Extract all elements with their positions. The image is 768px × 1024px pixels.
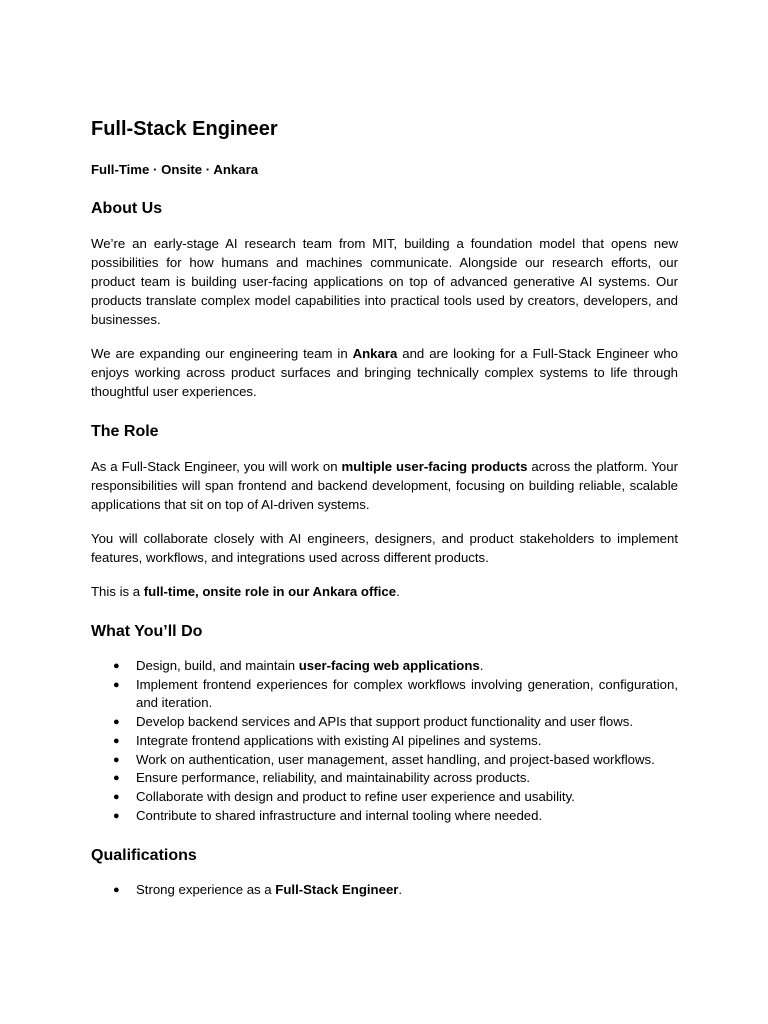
text-run: . bbox=[396, 584, 400, 599]
text-run: We are expanding our engineering team in bbox=[91, 346, 353, 361]
list-item bbox=[91, 657, 678, 676]
list-item bbox=[91, 807, 678, 826]
bullet-icon: ● bbox=[113, 716, 120, 729]
bold-products: multiple user-facing products bbox=[341, 459, 528, 474]
page-title: Full-Stack Engineer bbox=[91, 118, 278, 140]
bullet-icon: ● bbox=[113, 790, 120, 803]
qualifications-heading: Qualifications bbox=[91, 847, 197, 865]
about-paragraph-1: We’re an early-stage AI research team from MIT, building a foundation model that opens new possibilities for how humans and machines communicate. Alongside our research efforts, our product team is building user-facing applications on top of advanced generative AI systems. Our products translate complex model capabilities into practical tools used by creators, developers, and businesses. bbox=[91, 236, 678, 327]
list-item-text: Contribute to shared infrastructure and internal tooling where needed. bbox=[136, 807, 543, 823]
bullet-icon: ● bbox=[113, 809, 120, 822]
text-run: Strong experience as a bbox=[136, 882, 276, 898]
qualifications-list bbox=[91, 881, 678, 900]
text-run: . bbox=[398, 882, 403, 898]
bullet-icon: ● bbox=[113, 884, 120, 897]
bold-location: Ankara bbox=[352, 346, 398, 361]
list-item bbox=[91, 881, 678, 900]
text-run: As a Full-Stack Engineer, you will work on bbox=[91, 459, 342, 474]
job-meta: Full-Time · Onsite · Ankara bbox=[91, 162, 259, 177]
list-item-text: Implement frontend experiences for complex workflows involving generation, configuration, and iteration. bbox=[136, 676, 678, 711]
list-item-text: Integrate frontend applications with existing AI pipelines and systems. bbox=[136, 732, 542, 748]
text-run: . bbox=[479, 658, 484, 673]
text-run: This is a bbox=[91, 584, 144, 599]
role-paragraph-2: You will collaborate closely with AI engineers, designers, and product stakeholders to implement features, workflows, and integrations used across different products. bbox=[91, 531, 678, 565]
text-run: Design, build, and maintain bbox=[136, 658, 299, 673]
document-content bbox=[91, 116, 678, 900]
todo-list bbox=[91, 657, 678, 825]
list-item-text: Work on authentication, user management, asset handling, and project-based workflows. bbox=[136, 751, 655, 767]
bullet-icon: ● bbox=[113, 753, 120, 766]
bullet-icon: ● bbox=[113, 660, 120, 672]
list-item bbox=[91, 732, 678, 751]
bold-text: Full-Stack Engineer bbox=[275, 882, 399, 898]
list-item bbox=[91, 751, 678, 770]
about-paragraph-2 bbox=[91, 344, 678, 401]
about-heading: About Us bbox=[91, 200, 163, 217]
list-item-text: Ensure performance, reliability, and maintainability across products. bbox=[136, 770, 531, 786]
role-paragraph-3 bbox=[91, 582, 678, 601]
bold-text: user-facing web applications bbox=[298, 658, 480, 673]
list-item bbox=[91, 713, 678, 732]
todo-heading: What You’ll Do bbox=[91, 623, 203, 640]
bold-onsite: full-time, onsite role in our Ankara office bbox=[143, 584, 397, 599]
text-run: across the platform. Your responsibilities will span frontend and backend development, focusing on building reliable, scalable applications that sit on top of AI-driven systems. bbox=[91, 459, 678, 512]
role-paragraph-1 bbox=[91, 457, 678, 514]
bullet-icon: ● bbox=[113, 772, 120, 785]
list-item bbox=[91, 676, 678, 713]
role-heading: The Role bbox=[91, 423, 159, 440]
bullet-icon: ● bbox=[113, 734, 120, 747]
list-item-text: Collaborate with design and product to refine user experience and usability. bbox=[136, 788, 575, 804]
text-run: and are looking for a Full-Stack Engineer who enjoys working across product surfaces and bringing technically complex systems to life through thoughtful user experiences. bbox=[91, 346, 678, 399]
list-item-text: Develop backend services and APIs that support product functionality and user flows. bbox=[136, 714, 634, 730]
bullet-icon: ● bbox=[113, 678, 120, 691]
list-item bbox=[91, 769, 678, 788]
list-item bbox=[91, 788, 678, 807]
